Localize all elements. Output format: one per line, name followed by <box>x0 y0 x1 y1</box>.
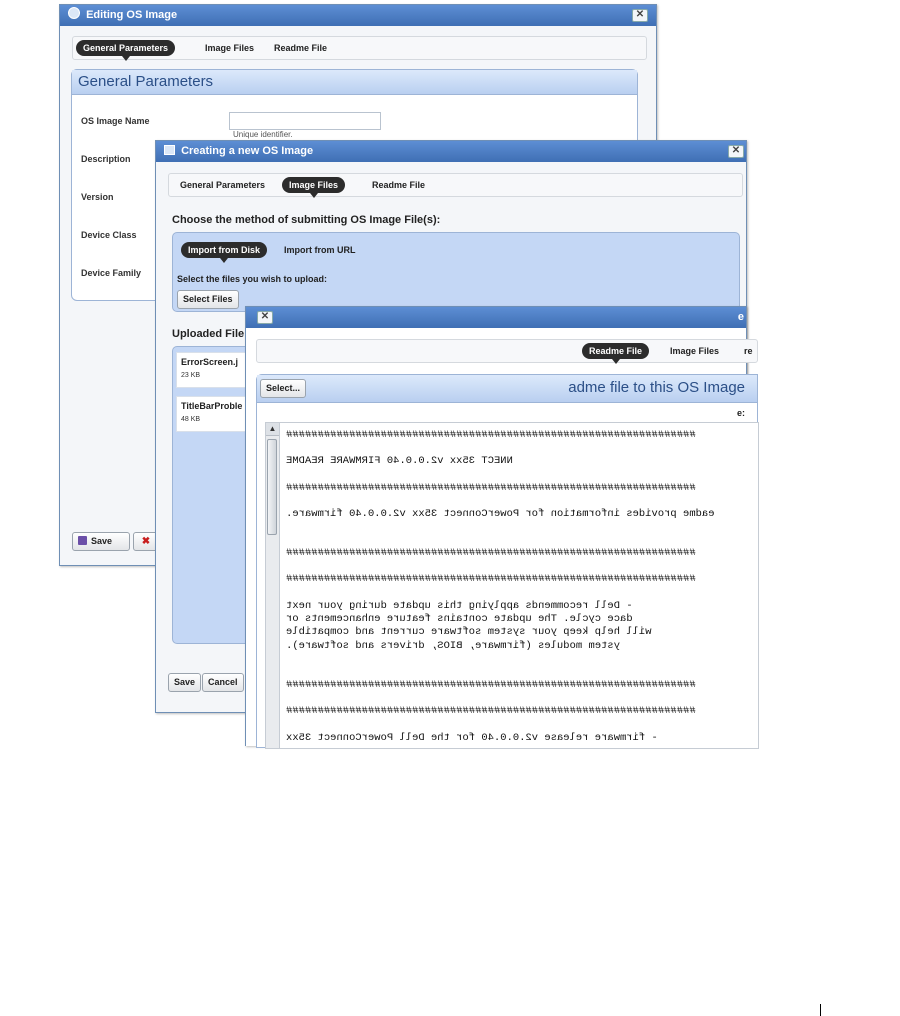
tab-readme-file[interactable]: Readme File <box>582 343 649 359</box>
save-button[interactable]: Save <box>168 673 201 692</box>
readme-line: - Dell recommends applying this update during your next <box>286 599 633 612</box>
file-name: ErrorScreen.j <box>181 357 239 367</box>
tab-readme-file[interactable]: Readme File <box>372 180 426 190</box>
tab-readme-file[interactable]: Readme File <box>274 43 328 53</box>
tab-image-files[interactable]: Image Files <box>670 346 720 356</box>
tab-image-files[interactable]: Image Files <box>205 43 255 53</box>
readme-dialog <box>245 306 753 746</box>
tab-general-parameters[interactable]: General Parameters <box>76 40 175 56</box>
method-prompt: Choose the method of submitting OS Image File(s): <box>172 214 441 226</box>
version-label: Version <box>81 192 114 202</box>
tab-import-from-disk[interactable]: Import from Disk <box>181 242 267 258</box>
create-dialog-titlebar[interactable] <box>156 141 746 162</box>
readme-panel-title: adme file to this OS Image <box>568 379 745 396</box>
edit-dialog-title: Editing OS Image <box>86 9 178 21</box>
readme-line: dace cycle. The update contains feature enhancements or <box>286 613 633 626</box>
device-family-label: Device Family <box>81 268 142 278</box>
os-image-name-hint: Unique identifier. <box>233 130 293 139</box>
readme-panel-head <box>257 375 757 403</box>
file-size: 48 KB <box>181 416 201 423</box>
os-image-name-input[interactable] <box>229 112 381 130</box>
save-icon <box>78 536 87 545</box>
file-name: TitleBarProble <box>181 401 243 411</box>
section-title: General Parameters <box>72 70 637 95</box>
readme-line: ################################################################# <box>286 705 696 718</box>
readme-line: ################################################################# <box>286 573 696 586</box>
vertical-scrollbar[interactable] <box>266 423 280 748</box>
refresh-icon <box>68 7 80 19</box>
page-margin-rule <box>820 1004 821 1016</box>
readme-panel <box>256 374 758 748</box>
readme-line: ################################################################# <box>286 429 696 441</box>
device-class-label: Device Class <box>81 230 137 240</box>
readme-line: eadme provides information for PowerConnect 35xx v2.0.0.40 firmware. <box>286 507 715 520</box>
close-icon[interactable]: ✕ <box>257 311 273 324</box>
create-dialog-tabbar <box>168 173 743 197</box>
scroll-thumb[interactable] <box>267 439 277 535</box>
select-files-button[interactable]: Select Files <box>177 290 239 309</box>
readme-field-label: e: <box>736 408 745 418</box>
readme-line: will help keep your system software current and compatible <box>286 626 652 639</box>
readme-line: NNECT 35xx v2.0.0.40 FIRMWARE README <box>286 455 513 468</box>
readme-line: ################################################################# <box>286 481 696 494</box>
edit-dialog-titlebar[interactable] <box>60 5 656 26</box>
scroll-up-icon[interactable]: ▲ <box>266 423 279 436</box>
readme-dialog-titlebar[interactable] <box>246 307 746 328</box>
readme-line: ################################################################# <box>286 678 696 691</box>
select-prompt: Select the files you wish to upload: <box>177 274 328 284</box>
save-label: Save <box>91 536 113 546</box>
close-icon[interactable]: ✕ <box>632 9 648 22</box>
create-dialog-title: Creating a new OS Image <box>181 145 314 157</box>
computer-icon <box>164 145 175 155</box>
tab-import-from-url[interactable]: Import from URL <box>284 245 356 255</box>
readme-dialog-tabbar <box>256 339 758 363</box>
description-label: Description <box>81 154 131 164</box>
tab-general-parameters[interactable]: General Parameters <box>180 180 266 190</box>
uploaded-heading: Uploaded File <box>172 328 245 340</box>
readme-line: - firmware release v2.0.0.40 for the Dell PowerConnect 35xx <box>286 731 658 744</box>
file-size: 23 KB <box>181 372 201 379</box>
close-icon: ✖ <box>141 536 151 547</box>
readme-text <box>286 429 756 745</box>
tab-general-parameters-fragment[interactable]: re <box>744 346 753 356</box>
edit-dialog-tabbar <box>72 36 647 60</box>
cancel-button[interactable]: Cancel <box>202 673 244 692</box>
select-readme-button[interactable]: Select... <box>260 379 306 398</box>
tab-image-files[interactable]: Image Files <box>282 177 345 193</box>
save-button[interactable] <box>72 532 130 551</box>
os-image-name-label: OS Image Name <box>81 116 150 126</box>
upload-method-box <box>172 232 740 312</box>
readme-dialog-title: e <box>737 311 744 323</box>
readme-line: ystem modules (firmware, BIOS, drivers and software). <box>286 639 620 652</box>
close-icon[interactable]: ✕ <box>728 145 744 158</box>
readme-line: ################################################################# <box>286 547 696 560</box>
readme-textarea[interactable] <box>265 422 759 749</box>
